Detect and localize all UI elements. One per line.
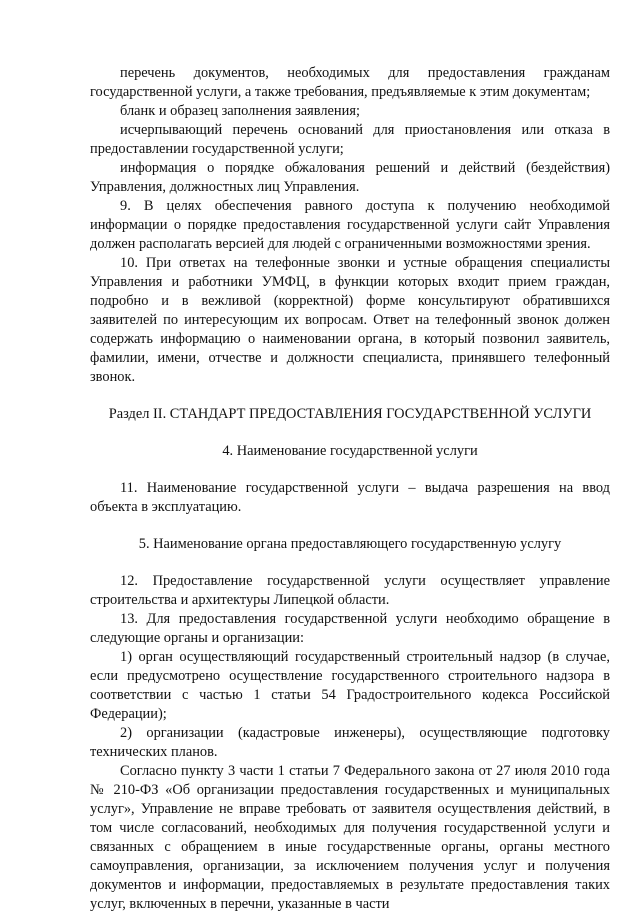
document-page <box>90 64 610 914</box>
heading-4: 4. Наименование государственной услуги <box>222 443 478 459</box>
list-item-2: 2) организации (кадастровые инженеры), осуществляющие подготовку технических планов. <box>90 725 610 760</box>
section-title: Раздел II. СТАНДАРТ ПРЕДОСТАВЛЕНИЯ ГОСУДАРСТВЕННОЙ УСЛУГИ <box>108 406 592 422</box>
list-item-documents: перечень документов, необходимых для предоставления гражданам государственной услуги, а также требования, предъявляемые к этим документам; <box>90 65 610 100</box>
paragraph-9: 9. В целях обеспечения равного доступа к получению необходимой информации о порядке предоставления государственной услуги сайт Управления должен располагать версией для людей с ограниченными возможностями зрения. <box>90 198 610 252</box>
list-item-refusal-grounds: исчерпывающий перечень оснований для приостановления или отказа в предоставлении государственной услуги; <box>90 122 610 157</box>
heading-5: 5. Наименование органа предоставляющего государственную услугу <box>138 536 562 552</box>
list-item-appeal-info: информация о порядке обжалования решений и действий (бездействия) Управления, должностных лиц Управления. <box>90 160 610 195</box>
paragraph-12: 12. Предоставление государственной услуги осуществляет управление строительства и архитектуры Липецкой области. <box>90 573 610 608</box>
paragraph-10: 10. При ответах на телефонные звонки и устные обращения специалисты Управления и работники УМФЦ, в функции которых входит прием граждан, подробно и в вежливой (корректной) форме консультируют обратившихся заявителей по интересующим их вопросам. Ответ на телефонный звонок должен содержать информацию о наименовании органа, в который позвонил заявитель, фамилии, имени, отчестве и должности специалиста, принявшего телефонный звонок. <box>90 255 610 385</box>
paragraph-law: Согласно пункту 3 части 1 статьи 7 Федерального закона от 27 июля 2010 года № 210-ФЗ «Об организации предоставления государственных и муниципальных услуг», Управление не вправе требовать от заявителя осуществления действий, в том числе согласований, необходимых для получения государственной услуги и связанных с обращением в иные государственные органы, органы местного самоуправления, организации, за исключением получения услуг и получения документов и информации, предоставляемых в результате предоставления таких услуг, включенных в перечни, указанные в части <box>90 763 610 912</box>
paragraph-13: 13. Для предоставления государственной услуги необходимо обращение в следующие органы и организации: <box>90 611 610 646</box>
list-item-form-sample: бланк и образец заполнения заявления; <box>120 103 360 119</box>
paragraph-11: 11. Наименование государственной услуги – выдача разрешения на ввод объекта в эксплуатацию. <box>90 480 610 515</box>
list-item-1: 1) орган осуществляющий государственный строительный надзор (в случае, если предусмотрено осуществление государственного строительного надзора в соответствии с частью 1 статьи 54 Градостроительного кодекса Российской Федерации); <box>90 649 610 722</box>
